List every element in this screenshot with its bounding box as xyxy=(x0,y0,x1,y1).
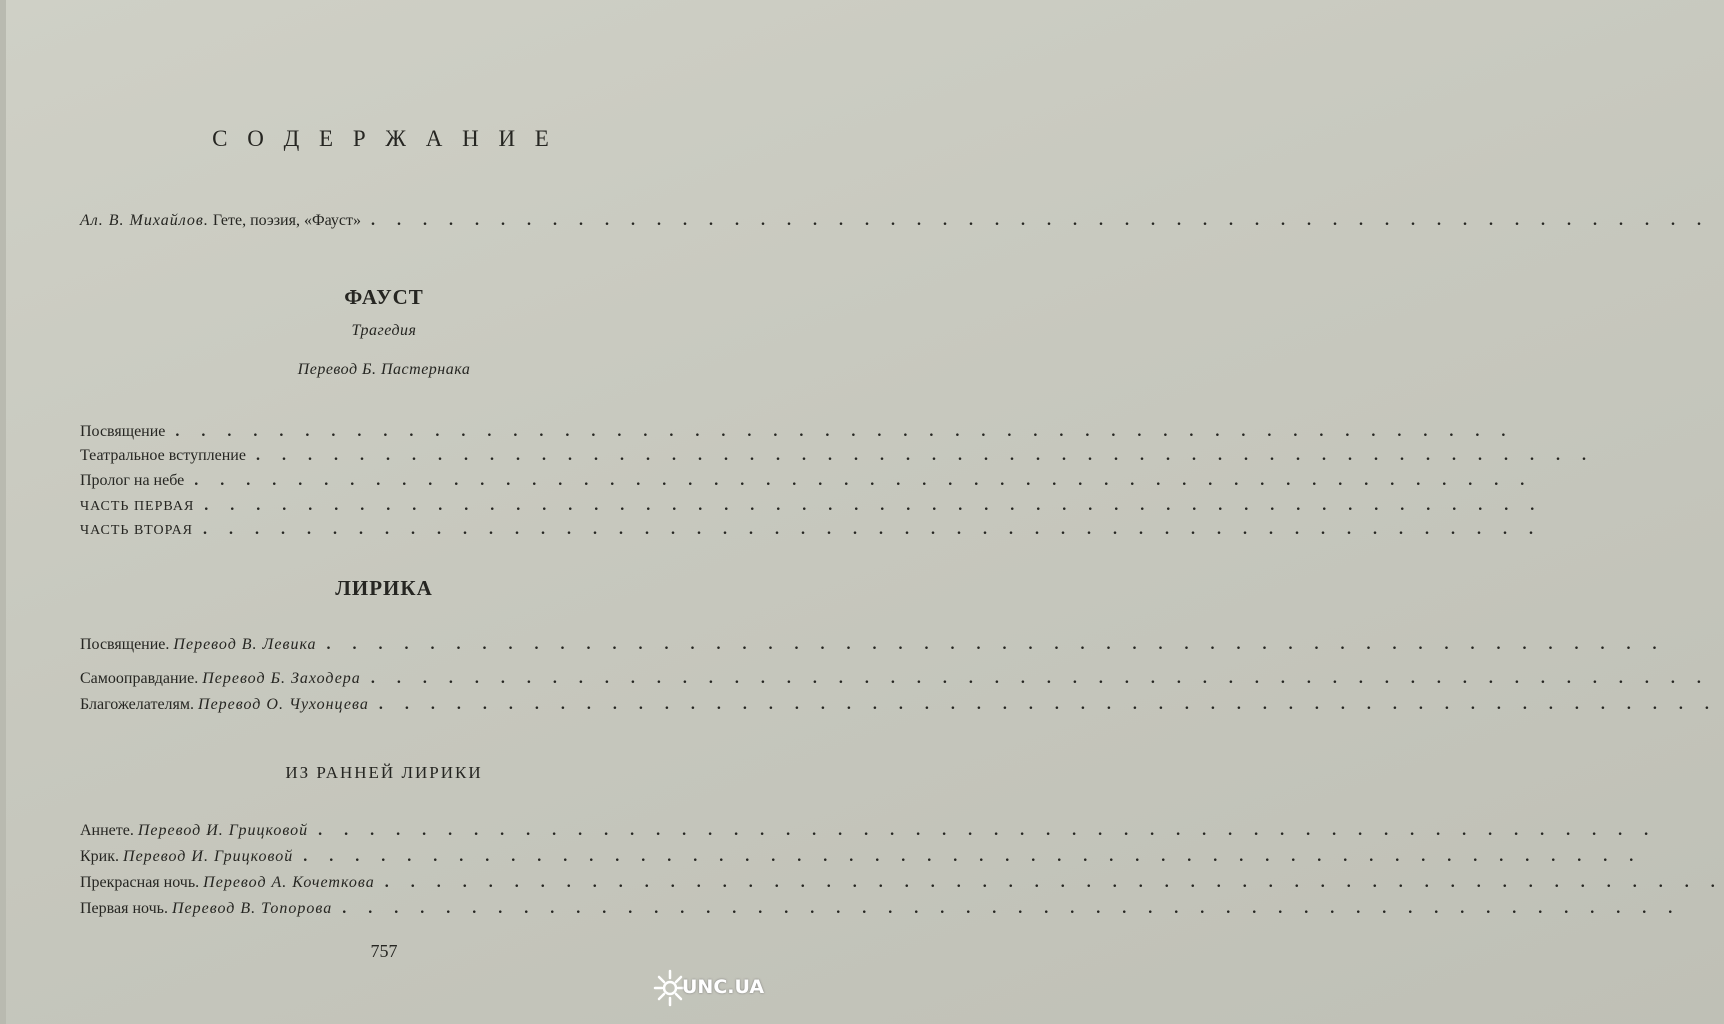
page-number: 757 xyxy=(370,941,398,961)
toc-entry xyxy=(80,447,1595,465)
dot-leader: . . . . . . . . . . . . . . . . . . . . . . . . . . . . . . . . . . . . . . . . . . . . . . . . . . . . xyxy=(370,212,1710,229)
intro-author: Ал. В. Михайлов. xyxy=(80,212,209,229)
toc-entry xyxy=(80,497,1544,515)
toc-entry xyxy=(80,874,1724,892)
faust-translation: Перевод Б. Пастернака xyxy=(297,361,471,378)
section-title-faust: ФАУСТ xyxy=(344,285,424,309)
dot-leader: . . . . . . . . . . . . . . . . . . . . . . . . . . . . . . . . . . . . . . . . . . . . . . . . . . . . xyxy=(303,848,1643,865)
watermark-text: UNC.UA xyxy=(682,976,765,998)
section-title-early-lyrics: ИЗ РАННЕЙ ЛИРИКИ xyxy=(285,763,483,782)
toc-entry-title: Аннете. xyxy=(80,822,134,839)
toc-entry-translator: Перевод В. Топорова xyxy=(171,900,333,917)
toc-entry-translator: Перевод А. Кочеткова xyxy=(203,874,375,891)
toc-entry-translator: Перевод И. Грицковой xyxy=(123,848,294,865)
dot-leader: . . . . . . . . . . . . . . . . . . . . . . . . . . . . . . . . . . . . . . . . . . . . . . . . . . . . xyxy=(203,521,1543,538)
toc-entry-title: Самооправдание. xyxy=(80,670,199,687)
toc-entry xyxy=(80,696,1718,714)
toc-entry-title: Пролог на небе xyxy=(80,472,185,489)
dot-leader: . . . . . . . . . . . . . . . . . . . . . . . . . . . . . . . . . . . . . . . . . . . . . . . . . . . . xyxy=(318,822,1658,839)
toc-entry-translator: Перевод В. Левика xyxy=(173,636,317,653)
dot-leader: . . . . . . . . . . . . . . . . . . . . . . . . . . . . . . . . . . . . . . . . . . . . . . . . . . . . xyxy=(378,696,1718,713)
watermark-logo xyxy=(652,964,764,1016)
toc-entry-title: Благожелателям. xyxy=(80,696,195,713)
dot-leader: . . . . . . . . . . . . . . . . . . . . . . . . . . . . . . . . . . . . . . . . . . . . . . . . . . . . xyxy=(370,670,1710,687)
toc-entry-title: ЧАСТЬ ВТОРАЯ xyxy=(80,523,194,538)
toc-entry xyxy=(80,423,1515,441)
dot-leader: . . . . . . . . . . . . . . . . . . . . . . . . . . . . . . . . . . . . . . . . . . . . . . . . . . . . xyxy=(326,636,1666,653)
toc-entry xyxy=(80,900,1682,918)
faust-genre: Трагедия xyxy=(351,322,417,339)
toc-entry-title: Театральное вступление xyxy=(80,447,246,464)
contents-heading: С О Д Е Р Ж А Н И Е xyxy=(212,126,556,151)
dot-leader: . . . . . . . . . . . . . . . . . . . . . . . . . . . . . . . . . . . . . . . . . . . . . . . . . . . . xyxy=(204,497,1544,514)
toc-entry-intro xyxy=(80,212,1710,230)
toc-entry-title: ЧАСТЬ ПЕРВАЯ xyxy=(80,499,195,514)
toc-entry-translator: Перевод Б. Заходера xyxy=(202,670,361,687)
dot-leader: . . . . . . . . . . . . . . . . . . . . . . . . . . . . . . . . . . . . . . . . . . . . . . . . . . . . xyxy=(342,900,1682,917)
toc-entry xyxy=(80,848,1643,866)
toc-entry-title: Прекрасная ночь. xyxy=(80,874,200,891)
toc-entry xyxy=(80,670,1710,688)
toc-entry-translator: Перевод И. Грицковой xyxy=(137,822,309,839)
toc-entry-title: Посвящение. xyxy=(80,636,170,653)
dot-leader: . . . . . . . . . . . . . . . . . . . . . . . . . . . . . . . . . . . . . . . . . . . . . . . . . . . . xyxy=(384,874,1724,891)
dot-leader: . . . . . . . . . . . . . . . . . . . . . . . . . . . . . . . . . . . . . . . . . . . . . . . . . . . . xyxy=(175,423,1515,440)
page-edge xyxy=(0,0,6,1024)
section-title-lyrics: ЛИРИКА xyxy=(335,576,433,600)
toc-entry xyxy=(80,636,1666,654)
toc-entry-title: Первая ночь. xyxy=(80,900,168,917)
dot-leader: . . . . . . . . . . . . . . . . . . . . . . . . . . . . . . . . . . . . . . . . . . . . . . . . . . . . xyxy=(255,447,1595,464)
toc-entry-title: Посвящение xyxy=(80,423,166,440)
toc-entry-title: Крик. xyxy=(80,848,120,865)
intro-title: Гете, поэзия, «Фауст» xyxy=(212,212,361,229)
toc-entry xyxy=(80,521,1543,539)
dot-leader: . . . . . . . . . . . . . . . . . . . . . . . . . . . . . . . . . . . . . . . . . . . . . . . . . . . . xyxy=(194,472,1534,489)
toc-entry-translator: Перевод О. Чухонцева xyxy=(198,696,369,713)
toc-entry xyxy=(80,822,1658,840)
toc-entry xyxy=(80,472,1534,490)
